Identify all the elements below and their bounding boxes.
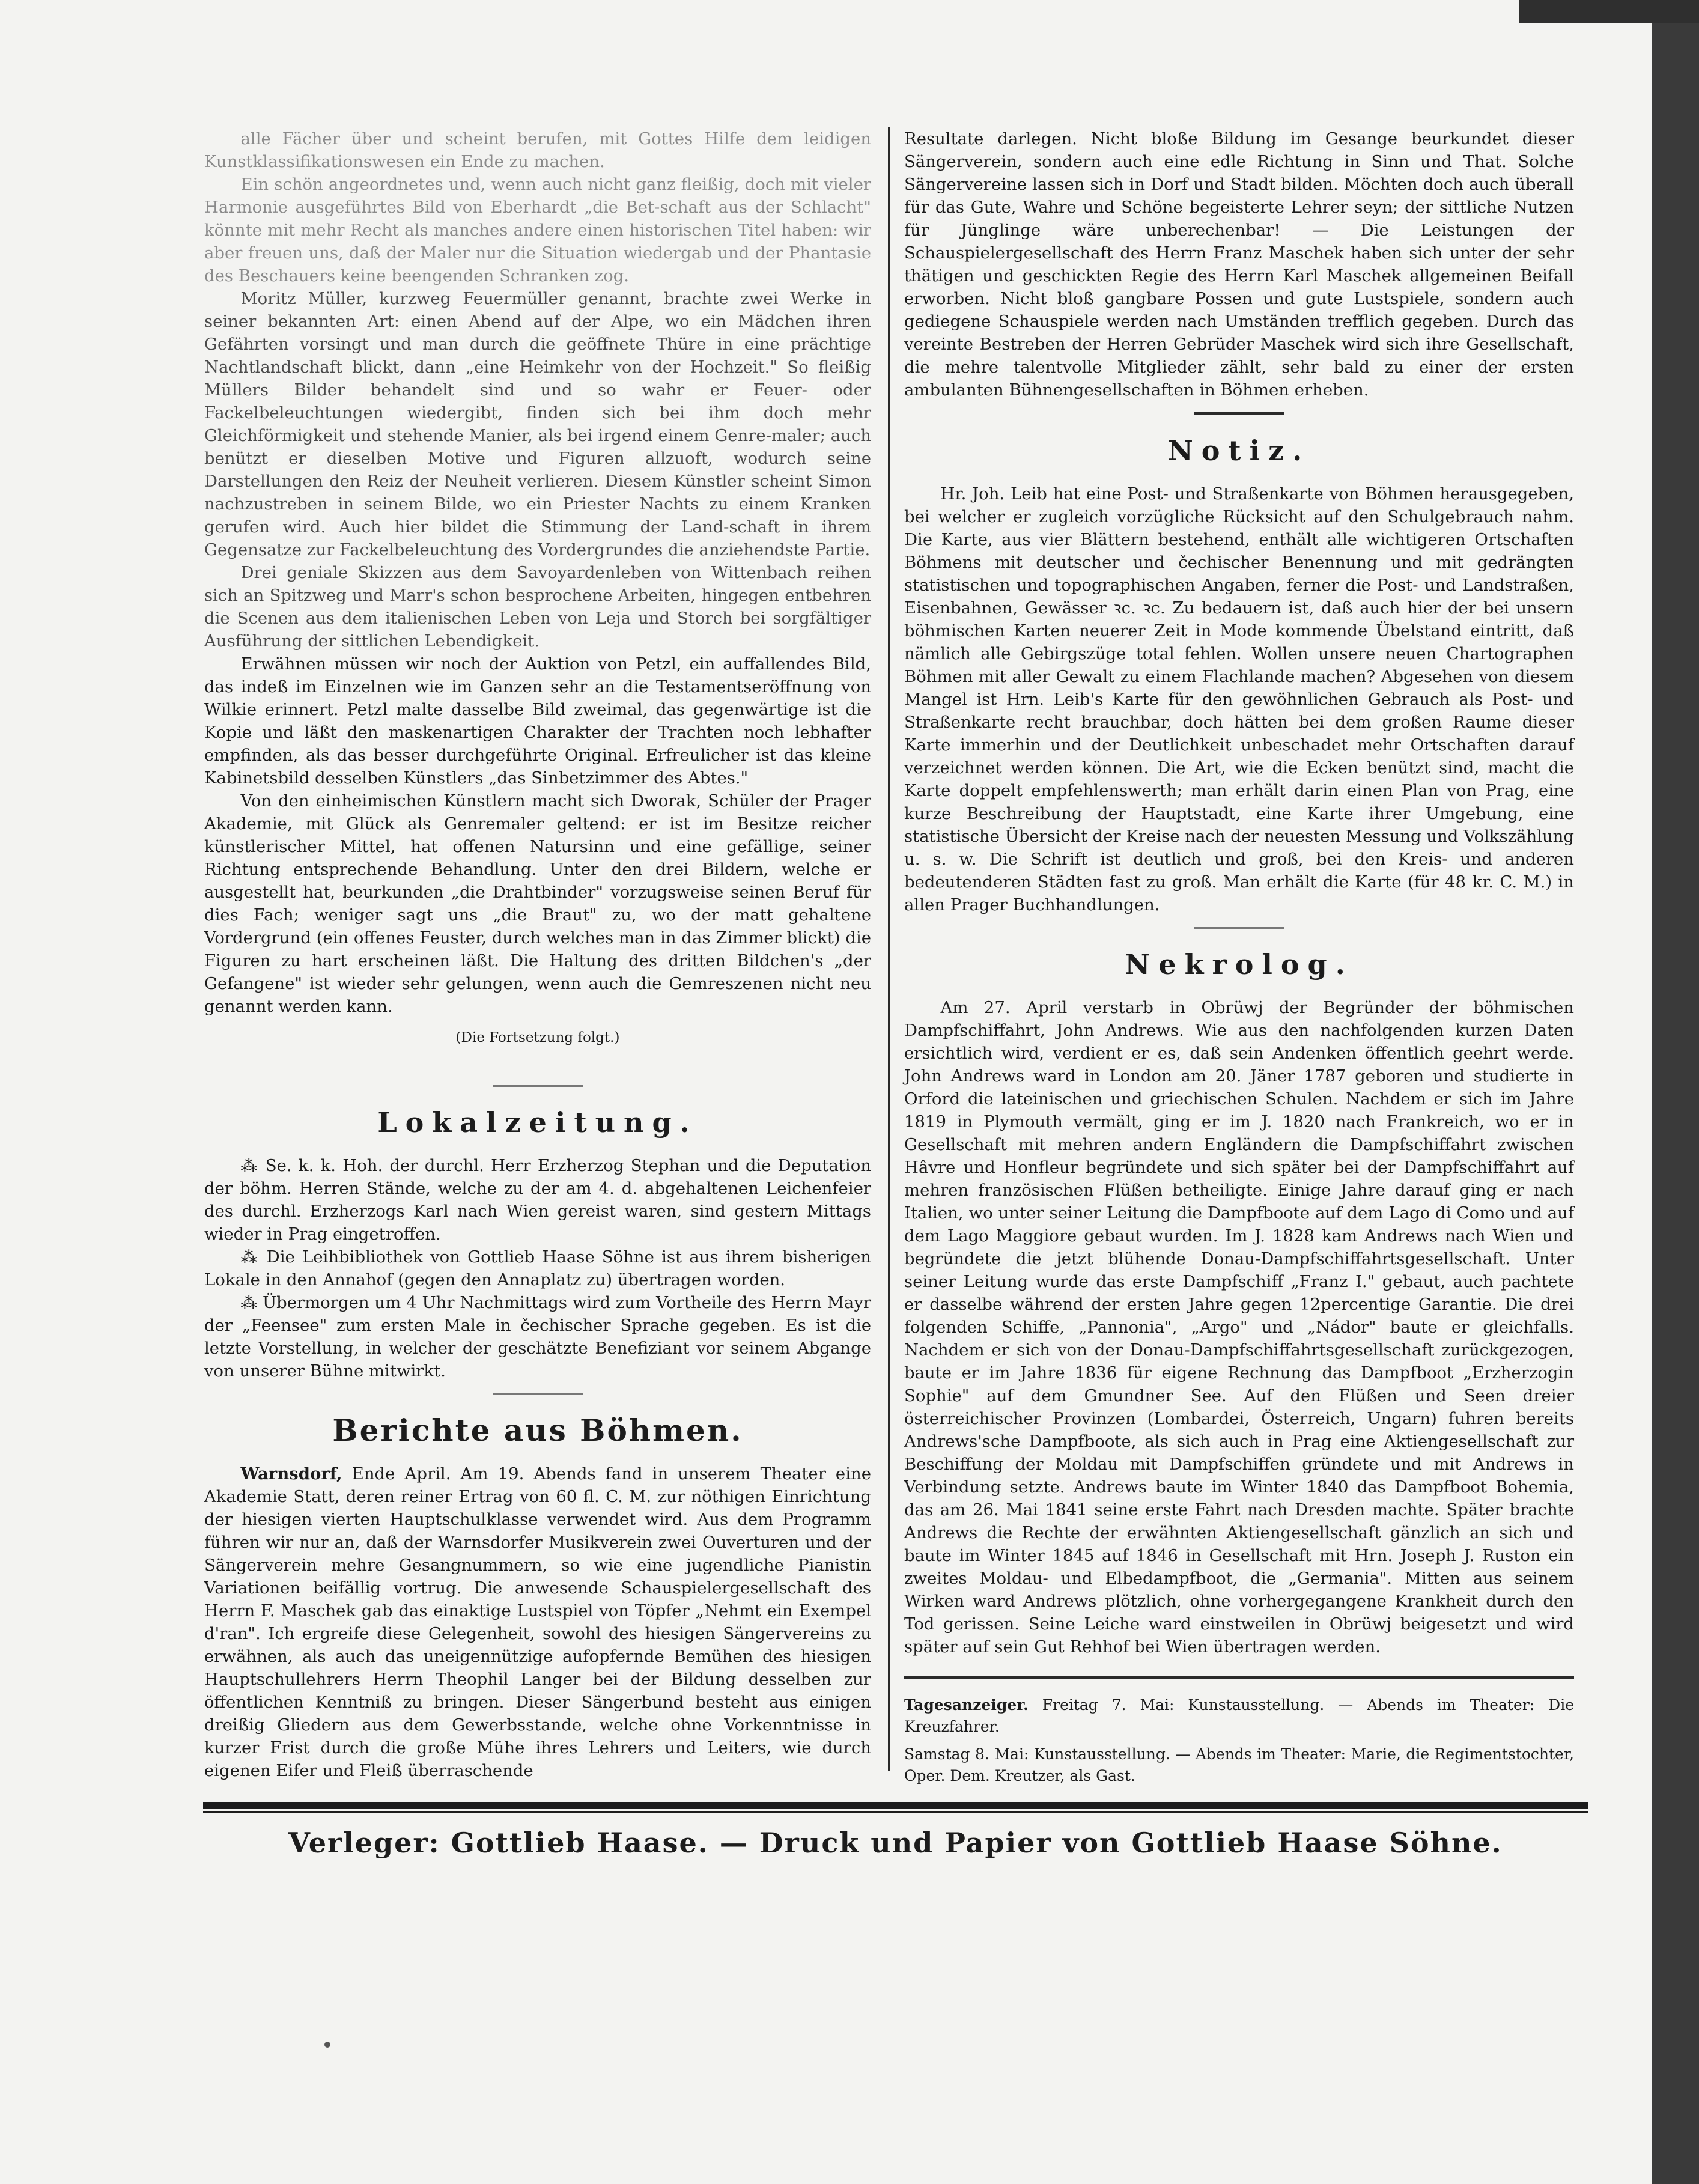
notiz-heading: Notiz. bbox=[1167, 434, 1311, 467]
tagesanzeiger bbox=[904, 1676, 1574, 1787]
paragraph-art-review-4: Drei geniale Skizzen aus dem Savoyardenleben von Wittenbach reihen sich an Spitzweg und Marr's schon besprochene Arbeiten, hingegen entbehren die Scenen aus dem italienischen Leben von Leja und Storch bei sorgfältiger Ausführung der sittlichen Lebendigkeit. bbox=[204, 563, 871, 651]
column-divider bbox=[888, 127, 890, 1771]
scan-edge-top bbox=[1519, 0, 1699, 23]
paragraph-art-review-1: alle Fächer über und scheint berufen, mit Gottes Hilfe dem leidigen Kunstklassifikationswesen ein Ende zu machen. bbox=[204, 129, 871, 171]
lokalzeitung-heading: Lokalzeitung. bbox=[377, 1106, 698, 1139]
paragraph-art-review-3: Moritz Müller, kurzweg Feuermüller genannt, brachte zwei Werke in seiner bekannten Art: einen Abend auf der Alpe, wo ein Mädchen ihren Gefährten vorsingt und man durch die geöffnete Thüre in eine prächtige Nachtlandschaft blickt, dann „eine Heimkehr von der Hochzeit." So fleißig Müllers Bilder behandelt sind und so wahr er Feuer- oder Fackelbeleuchtungen wiedergibt, finden sich bei ihm doch mehr Gleichförmigkeit und stehende Manier, als bei irgend einem Genre-maler; auch benützt er dieselben Motive und Figuren allzuoft, wodurch seine Darstellungen den Reiz der Neuheit verlieren. Diesem Künstler scheint Simon nachzustreben in seinem Bilde, wo ein Priester Nachts zu einem Kranken gerufen wird. Auch hier bildet die Stimmung der Land-schaft in ihrem Gegensatze zur Fackelbeleuchtung des Vordergrundes die anziehendste Partie. bbox=[204, 289, 871, 559]
scan-edge-right bbox=[1652, 0, 1699, 2184]
tagesanzeiger-label: Tagesanzeiger. bbox=[904, 1696, 1029, 1714]
section-divider bbox=[1194, 927, 1284, 929]
footer-rule-thick bbox=[203, 1802, 1588, 1809]
imprint-line: Verleger: Gottlieb Haase. — Druck und Papier von Gottlieb Haase Söhne. bbox=[288, 1827, 1503, 1859]
berichte-place: Warnsdorf, bbox=[240, 1464, 342, 1483]
tagesanzeiger-friday bbox=[904, 1694, 1574, 1738]
notiz-paragraph: Hr. Joh. Leib hat eine Post- und Straßenkarte von Böhmen herausgegeben, bei welcher er zugleich vorzügliche Rücksicht auf den Schulgebrauch nahm. Die Karte, aus vier Blättern bestehend, enthält alle wichtigeren Ortschaften Böhmens mit deutscher und čechischer Benennung und mit gedrängten statistischen und topographischen Angaben, ferner die Post- und Landstraßen, Eisenbahnen, Gewässer ꝛc. ꝛc. Zu bedauern ist, daß auch hier der bei unsern böhmischen Karten neuerer Zeit in Mode kommende Übelstand eintritt, daß nämlich alle Gebirgszüge total fehlen. Wollen unsere neuen Chartographen Böhmen mit aller Gewalt zu einem Flachlande machen? Abgesehen von diesem Mangel ist Hrn. Leib's Karte für den gewöhnlichen Gebrauch als Post- und Straßenkarte recht brauchbar, doch hätten bei dem großen Raume dieser Karte immerhin und der Deutlichkeit unbeschadet mehr Ortschaften darauf verzeichnet werden können. Die Art, wie die Ecken benützt sind, macht die Karte doppelt empfehlenswerth; man erhält darin einen Plan von Prag, eine kurze Beschreibung der Hauptstadt, eine Karte ihrer Umgebung, eine statistische Übersicht der Kreise nach der neuesten Messung und Volkszählung u. s. w. Die Schrift ist deutlich und groß, bei den Kreis- und anderen bedeutenderen Städten fast zu groß. Man erhält die Karte (für 48 kr. C. M.) in allen Prager Buchhandlungen. bbox=[904, 484, 1574, 914]
left-column bbox=[204, 127, 871, 1782]
tagesanzeiger-saturday: Samstag 8. Mai: Kunstausstellung. — Abends im Theater: Marie, die Regimentstochter, Oper. Dem. Kreutzer, als Gast. bbox=[904, 1745, 1574, 1784]
right-column bbox=[904, 127, 1574, 1793]
section-divider bbox=[493, 1393, 583, 1395]
paragraph-art-review-6: Von den einheimischen Künstlern macht sich Dworak, Schüler der Prager Akademie, mit Glück als Genremaler geltend: er ist im Besitze reicher künstlerischer Mittel, hat offenen Natursinn und eine gefällige, seiner Richtung entsprechende Behandlung. Unter den drei Bildern, welche er ausgestellt hat, beurkunden „die Drahtbinder" vorzugsweise seinen Beruf für dies Fach; weniger sagt uns „die Braut" zu, wo der matt gehaltene Vordergrund (ein offenes Feuster, durch welches man in das Zimmer blickt) die Figuren zu hart erscheinen läßt. Die Haltung des dritten Bildchen's „der Gefangene" ist wieder sehr gelungen, wenn auch die Gemreszenen nicht neu genannt werden kann. bbox=[204, 791, 871, 1016]
continuation-note: (Die Fortsetzung folgt.) bbox=[455, 1030, 620, 1045]
berichte-paragraph bbox=[204, 1462, 871, 1782]
berichte-text: Ende April. Am 19. Abends fand in unserem Theater eine Akademie Statt, deren reiner Ertrag von 60 fl. C. M. zur nöthigen Einrichtung der hiesigen vierten Hauptschulklasse verwendet wird. Aus dem Programm führen wir nur an, daß der Warnsdorfer Musikverein zwei Ouverturen und der Sängerverein mehre Gesangnummern, so wie eine jugendliche Pianistin Variationen beifällig vortrug. Die anwesende Schauspielergesellschaft des Herrn F. Maschek gab das einaktige Lustspiel von Töpfer „Nehmt ein Exempel d'ran". Ich ergreife diese Gelegenheit, sowohl des hiesigen Sängervereins zu erwähnen, als auch das uneigennützige aufopfernde Bemühen des hiesigen Hauptschullehrers Herrn Theophil Langer bei der Bildung desselben zur öffentlichen Kenntniß zu bringen. Dieser Sängerbund besteht aus einigen dreißig Gliedern aus dem Gewerbsstande, welche ohne Vorkenntnisse in kurzer Frist durch die große Mühe ihres Lehrers und Leiters, wie durch eigenen Eifer und Fleiß überraschende bbox=[204, 1464, 871, 1780]
nekrolog-heading: Nekrolog. bbox=[1125, 948, 1354, 981]
berichte-heading: Berichte aus Böhmen. bbox=[332, 1413, 743, 1448]
berichte-continuation: Resultate darlegen. Nicht bloße Bildung im Gesange beurkundet dieser Sängerverein, sondern auch eine edle Richtung in Sinn und That. Solche Sängervereine lassen sich in Dorf und Stadt bilden. Möchten doch auch überall für das Gute, Wahre und Schöne begeisterte Lehrer seyn; der sittliche Nutzen für Jünglinge wäre unberechenbar! — Die Leistungen der Schauspielergesellschaft des Herrn Franz Maschek haben sich unter der sehr thätigen und geschickten Regie des Herrn Karl Maschek allgemeinen Beifall erworben. Nicht bloß gangbare Possen und gute Lustspiele, sondern auch gediegene Schauspiele werden nach Umständen trefflich gegeben. Durch das vereinte Bestreben der Herren Gebrüder Maschek wird sich ihre Gesellschaft, die mehre talentvolle Mitglieder zählt, sehr bald zu einer der ersten ambulanten Bühnengesellschaften in Böhmen erheben. bbox=[904, 129, 1574, 400]
nekrolog-paragraph: Am 27. April verstarb in Obrüwj der Begründer der böhmischen Dampfschiffahrt, John Andrews. Wie aus den nachfolgenden kurzen Daten ersichtlich wird, verdient er es, daß sein Andenken öffentlich geehrt werde. John Andrews ward in London am 20. Jäner 1787 geboren und studierte in Orford die lateinischen und griechischen Schulen. Nachdem er sich im Jahre 1819 in Plymouth vermält, ging er im J. 1820 nach Frankreich, wo er in Gesellschaft mit mehren andern Engländern die Dampfschiffahrt zwischen Hâvre und Honfleur begründete und sich später bei der Dampfschiffahrt auf mehren französischen Flüßen betheiligte. Einige Jahre darauf ging er nach Italien, wo unter seiner Leitung die Dampfboote auf dem Lago di Como und auf dem Lago Maggiore gebaut wurden. Im J. 1828 kam Andrews nach Wien und begründete die jetzt blühende Donau-Dampfschiffahrtsgesellschaft. Unter seiner Leitung wurde das erste Dampfschiff „Franz I." gebaut, auch pachtete er dasselbe während der ersten Jahre gegen 12percentige Garantie. Die drei folgenden Schiffe, „Pannonia", „Argo" und „Nádor" baute er gleichfalls. Nachdem er sich von der Donau-Dampfschiffahrtsgesellschaft zurückgezogen, baute er im Jahre 1836 für eigene Rechnung das Dampfboot „Erzherzogin Sophie" auf dem Gmundner See. Auf den Flüßen und Seen dreier österreichischer Provinzen (Lombardei, Österreich, Ungarn) fuhren bereits Andrews'sche Dampfboote, als sich auch in Prag eine Aktiengesellschaft zur Beschiffung der Moldau mit Dampfschiffen gründete und mit Andrews in Verbindung setzte. Andrews baute im Winter 1840 das Dampfboot Bohemia, das am 26. Mai 1841 seine erste Fahrt nach Dresden machte. Später brachte Andrews die Rechte der erwähnten Aktiengesellschaft gänzlich an sich und baute im Winter 1845 auf 1846 in Gesellschaft mit Hrn. Joseph J. Ruston ein zweites Moldau- und Elbedampfboot, die „Germania". Mitten aus seinem Wirken ward Andrews plötzlich, ohne vorhergegangene Krankheit durch den Tod gerissen. Seine Leiche ward einstweilen in Obrüwj beigesetzt und wird später auf sein Gut Rehhof bei Wien übertragen werden. bbox=[904, 998, 1574, 1656]
tagesanzeiger-friday-text: Freitag 7. Mai: Kunstausstellung. — Abends im Theater: Die Kreuzfahrer. bbox=[904, 1696, 1574, 1735]
lokalzeitung-item: ⁂ Se. k. k. Hoh. der durchl. Herr Erzherzog Stephan und die Deputation der böhm. Herren Stände, welche zu der am 4. d. abgehaltenen Leichenfeier des durchl. Erzherzogs Karl nach Wien gereist waren, sind gestern Mittags wieder in Prag eingetroffen. bbox=[204, 1156, 871, 1244]
section-divider bbox=[493, 1085, 583, 1087]
paragraph-art-review-2: Ein schön angeordnetes und, wenn auch nicht ganz fleißig, doch mit vieler Harmonie ausgeführtes Bild von Eberhardt „die Bet-schaft aus der Schlacht" könnte mit mehr Recht als manches andere einen historischen Titel haben: wir aber freuen uns, daß der Maler nur die Situation wiedergab und der Phantasie des Beschauers keine beengenden Schranken zog. bbox=[204, 175, 871, 285]
scan-speck bbox=[324, 2042, 330, 2048]
lokalzeitung-item: ⁂ Übermorgen um 4 Uhr Nachmittags wird zum Vortheile des Herrn Mayr der „Feensee" zum ersten Male in čechischer Sprache gegeben. Es ist die letzte Vorstellung, in welcher der geschätzte Benefiziant vor seinem Abgange von unserer Bühne mitwirkt. bbox=[204, 1293, 871, 1381]
footer-rule-thin bbox=[203, 1811, 1588, 1813]
lokalzeitung-item: ⁂ Die Leihbibliothek von Gottlieb Haase Söhne ist aus ihrem bisherigen Lokale in den Annahof (gegen den Annaplatz zu) übertragen worden. bbox=[204, 1247, 871, 1289]
section-divider bbox=[1194, 412, 1284, 415]
paragraph-art-review-5: Erwähnen müssen wir noch der Auktion von Petzl, ein auffallendes Bild, das indeß im Einzelnen wie im Ganzen sehr an die Testamentseröffnung von Wilkie erinnert. Petzl malte dasselbe Bild zweimal, das gegenwärtige ist die Kopie und läßt den maskenartigen Charakter der Trachten noch lebhafter empfinden, als das besser durchgeführte Original. Erfreulicher ist das kleine Kabinetsbild desselben Künstlers „das Sinbetzimmer des Abtes." bbox=[204, 654, 871, 788]
